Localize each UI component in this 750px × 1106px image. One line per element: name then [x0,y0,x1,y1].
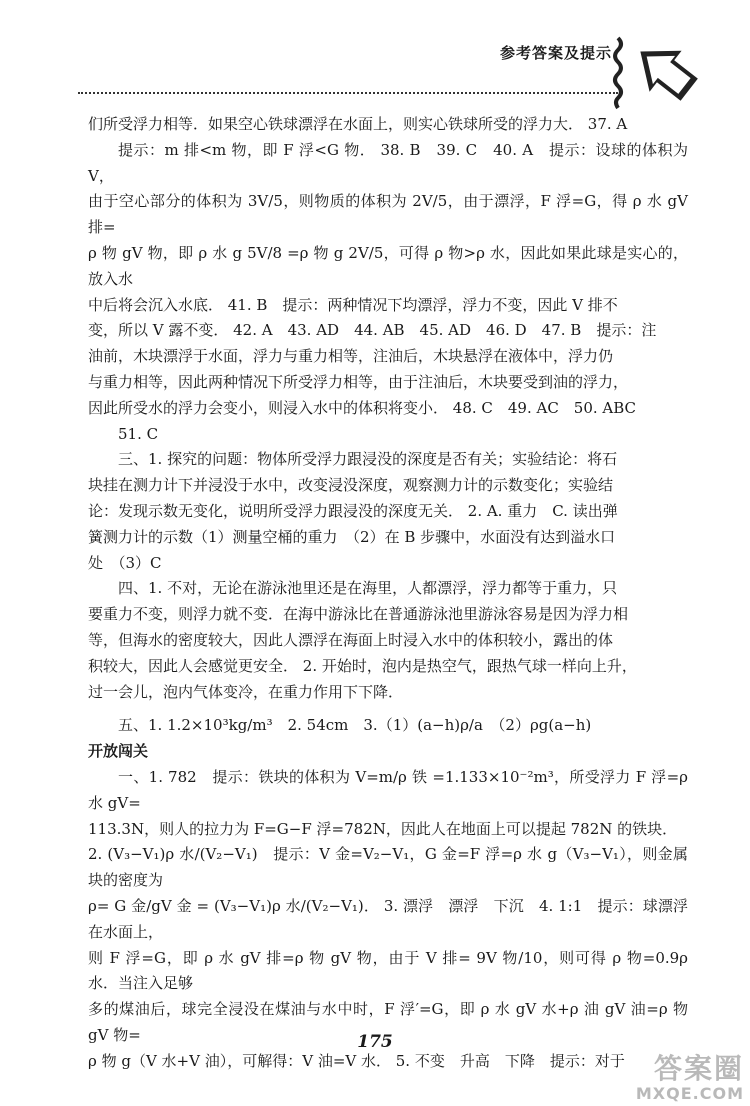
text-line: 过一会儿，泡内气体变冷，在重力作用下下降． [88,682,404,701]
text-line: 五、1. 1.2×10³kg/m³ 2. 54cm 3.（1）(a−h)ρ/a （2）ρg(a−h) [118,716,592,735]
text-line: 四、1. 不对，无论在游泳池里还是在海里，人都漂浮，浮力都等于重力，只 [118,579,618,598]
text-line: 113.3N，则人的拉力为 F=G−F 浮=782N，因此人在地面上可以提起 782N 的铁块． [88,819,678,838]
header-divider [78,92,618,94]
text-line: 要重力不变，则浮力就不变．在海中游泳比在普通游泳池里游泳容易是因为浮力相 [88,605,629,624]
watermark-url: MXQE.COM [635,1084,744,1103]
text-line: 多的煤油后，球完全浸没在煤油与水中时，F 浮′=G，即 ρ 水 gV 水+ρ 油 gV 油=ρ 物 gV 物= [88,1000,688,1044]
text-line: ρ 物 g（V 水+V 油），可解得：V 油=V 水． 5. 不变 升高 下降 提示：对于 [88,1051,625,1070]
text-line: ρ= G 金/gV 金 = (V₃−V₁)ρ 水/(V₂−V₁)． 3. 漂浮 漂浮 下沉 4. 1:1 提示：球漂浮在水面上， [88,896,688,941]
text-line: 51. C [118,424,159,443]
text-line: 油前，木块漂浮于水面，浮力与重力相等，注油后，木块悬浮在液体中，浮力仍 [88,347,614,366]
text-line: 中后将会沉入水底． 41. B 提示：两种情况下均漂浮，浮力不变，因此 V 排不 [88,295,618,314]
text-line: 等，但海水的密度较大，因此人漂浮在海面上时浸入水中的体积较小，露出的体 [88,630,614,649]
page-number: 175 [357,1032,393,1052]
text-line: 2. (V₃−V₁)ρ 水/(V₂−V₁) 提示：V 金=V₂−V₁，G 金=F 浮=ρ 水 g（V₃−V₁），则金属块的密度为 [88,845,688,890]
text-line: 积较大，因此人会感觉更安全． 2. 开始时，泡内是热空气，跟热气球一样向上升， [88,656,637,675]
text-line: 处 （3）C [88,553,162,572]
answer-text [88,112,688,1074]
text-line: 三、1. 探究的问题：物体所受浮力跟浸没的深度是否有关；实验结论：将石 [118,450,618,469]
arrow-icon [604,30,704,110]
running-header-title: 参考答案及提示 [499,44,612,62]
text-line: 则 F 浮=G，即 ρ 水 gV 排=ρ 物 gV 物，由于 V 排= 9V 物/10，则可得 ρ 物=0.9ρ 水．当注入足够 [88,948,688,993]
text-line: 们所受浮力相等．如果空心铁球漂浮在水面上，则实心铁球所受的浮力大． 37. A [88,115,628,133]
watermark-logo: 答案圈 [653,1052,744,1085]
text-line: 变，所以 V 露不变． 42. A 43. AD 44. AB 45. AD 46. D 47. B 提示：注 [88,321,657,340]
text-line: 由于空心部分的体积为 3V/5，则物质的体积为 2V/5，由于漂浮，F 浮=G，得 ρ 水 gV 排= [88,192,688,237]
text-line: 一、1. 782 提示：铁块的体积为 V=m/ρ 铁 =1.133×10⁻²m³，所受浮力 F 浮=ρ 水 gV= [88,767,688,812]
text-line: 与重力相等，因此两种情况下所受浮力相等，由于注油后，木块要受到油的浮力， [88,372,629,391]
text-line: 块挂在测力计下并浸没于水中，改变浸没深度，观察测力计的示数变化；实验结 [88,476,614,495]
text-line: 提示：m 排<m 物，即 F 浮<G 物． 38. B 39. C 40. A 提示：设球的体积为 V， [88,140,688,185]
section-heading: 开放闯关 [88,742,149,761]
text-line: ρ 物 gV 物，即 ρ 水 g 5V/8 =ρ 物 g 2V/5，可得 ρ 物>ρ 水，因此如果此球是实心的，放入水 [88,243,688,288]
text-line: 论：发现示数无变化，说明所受浮力跟浸没的深度无关． 2. A. 重力 C. 读出弹 [88,501,618,520]
text-line: 簧测力计的示数（1）测量空桶的重力 （2）在 B 步骤中，水面没有达到溢水口 [88,527,616,546]
text-line: 因此所受水的浮力会变小，则浸入水中的体积将变小． 48. C 49. AC 50. ABC [88,398,637,417]
watermark [594,1054,744,1103]
